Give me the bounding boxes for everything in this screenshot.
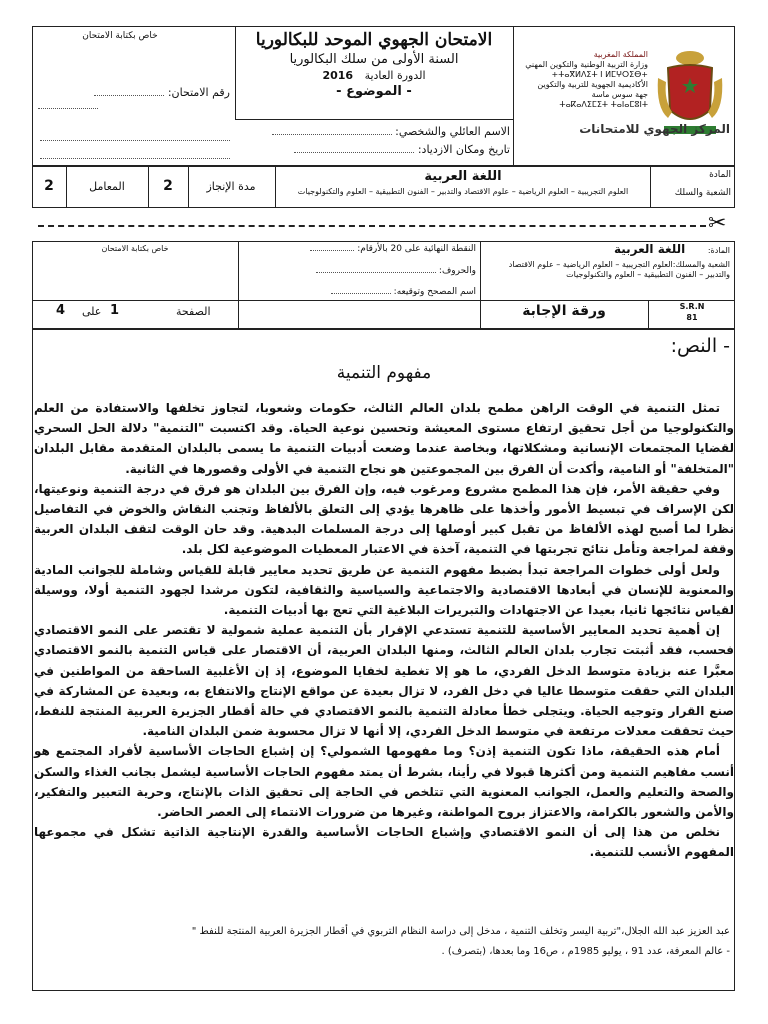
grade-digits-field[interactable] [310, 250, 354, 251]
exam-number-field[interactable] [94, 95, 164, 96]
full-name-label: الاسم العائلي والشخصي: [395, 125, 510, 138]
grade-letters-field[interactable] [316, 272, 436, 273]
reserved-label: خاص بكتابة الامتحان [82, 31, 158, 41]
ministry-line: الأكاديمية الجهوية للتربية والتكوين [537, 80, 648, 89]
page-label: الصفحة [176, 305, 211, 318]
text-title: مفهوم التنمية [336, 363, 432, 383]
answer-sheet-title: ورقة الإجابة [522, 303, 606, 319]
ministry-block [516, 30, 732, 164]
scissors-icon: ✂ [708, 211, 727, 236]
full-name-field[interactable] [272, 134, 392, 135]
ministry-line: وزارة التربية الوطنية والتكوين المهني [525, 60, 648, 69]
subject-key: المادة [709, 170, 731, 180]
answer-branch-text: الشعبة والمسلك:العلوم التجريبية – العلوم الرياضية – علوم الاقتصاد والتدبير – الفنون التطبيقية – العلوم والتكنولوجيات [508, 260, 730, 279]
paragraph: أمام هذه الحقيقة، ماذا تكون التنمية إذن؟ وما مفهومها الشمولي؟ إن إشباع الحاجات الأساسية لأفراد المجتمع هو أنسب مفاهيم التنمية ومن أكثرها قبولا في رأينا، بشرط أن يمتد مفهوم الحاجات الأساسية ليشمل بجانب الغذاء والسكن والصحة والتعليم والعمل، الجوانب المعنوية التي تتلخص في الحاجة إلى تحقيق الذات بالإنتاج، وحرية التعبير والتفكير، والأمن والشعور بالكرامة، والاعتزاز بروح المواطنة، وغيرها من ضرورات الانتماء إلى العصر الحاضر. [34, 744, 734, 820]
corrector-field[interactable] [331, 293, 391, 294]
ministry-line: ⵜⴰⴽⴰⴷⵉⵎⵉⵜ ⵜⴰⵏⴰⵎⵓⵏⵜ [559, 100, 648, 109]
paragraph: ولعل أولى خطوات المراجعة تبدأ بضبط مفهوم التنمية عن طريق تحديد معايير قابلة للقياس وشاملة للجوانب المادية والمعنوية للإنسان في أبعادها الاقتصادية والاجتماعية والسياسية والثقافية، لتكون مرشدا لجهود التنمية أولا، ووسيلة لقياس نتائجها ثانيا، بعيدا عن الاجتهادات والتبريرات البلاغية التي تعج بها أدبيات التنمية. [34, 562, 734, 618]
answer-subject-key: المادة: [707, 246, 730, 255]
duration-value: 2 [163, 178, 173, 194]
ministry-line: جهة سوس ماسة [591, 90, 648, 99]
citation-source: - عالم المعرفة، عدد 91 ، يوليو 1985م ، ص16 وما بعدها، (بتصرف) . [441, 946, 730, 957]
birth-field[interactable] [294, 152, 414, 153]
subject-value: اللغة العربية [424, 169, 502, 184]
answer-reserved-label: خاص بكتابة الامتحان [101, 244, 169, 253]
ministry-line: +ⵜⴰⴳⵍⴷⵉⵜ ⵏ ⵍⵎⵖⵔⵉⴱ+ [551, 70, 648, 79]
paragraph: إن أهمية تحديد المعايير الأساسية للتنمية تستدعي الإقرار بأن التنمية عملية شمولية لا تقتصر على النمو الاقتصادي فحسب، فقد أثبتت تجارب بلدان العالم الثالث، ومنها البلدان العربية، أن الاقتصار على قياس التنمية بالنمو الاقتصادي معبَّرا عنه بزيادة متوسط الدخل الفردي، ما هو إلا تغطية لخفايا الموضوع، إذ إن الأغلبية الساحقة من المواطنين في البلدان التي حققت متوسطا عاليا في دخل الفرد، لا تزال بعيدة عن مواقع الإنتاج والانتفاع به، وبعيدة عن المشاركة في صنع القرار وتوجيه الحياة. ويتجلى خطأ معادلة التنمية بالنمو الاقتصادي في حالة أقطار الجزيرة العربية المنتجة للنفط، حيث تحققت معدلات مرتفعة في متوسط الدخل الفردي، إلا أنها لا تزال محسوبة ضمن البلدان النامية. [34, 623, 734, 739]
cut-line [38, 225, 706, 227]
branch-key: الشعبة والسلك [674, 188, 731, 198]
coef-label: المعامل [89, 180, 125, 193]
section-label: - النص: [670, 335, 730, 357]
subject-label: - الموضوع - [336, 84, 412, 99]
session-year: 2016 [322, 69, 354, 82]
page-current: 1 [110, 303, 120, 318]
body-text [34, 398, 734, 863]
duration-label: مدة الإنجاز [206, 180, 256, 193]
srn-label: S.R.N [679, 302, 705, 311]
exam-center-label: المركز الجهوي للامتحانات [579, 122, 730, 136]
ministry-line: المملكة المغربية [593, 50, 648, 59]
session-label: الدورة العادية [364, 69, 426, 82]
citation-author: عبد العزيز عبد الله الجلال،"تربية اليسر وتخلف التنمية ، مدخل إلى دراسة النظام التربوي في أقطار الجزيرة العربية المنتجة للنفط " [191, 926, 730, 937]
coef-value: 2 [44, 178, 54, 194]
grade-label: النقطة النهائية على 20 بالأرقام: [357, 244, 476, 254]
page-total: 4 [56, 303, 66, 318]
paragraph: وفي حقيقة الأمر، فإن هذا المطمح مشروع ومرغوب فيه، وإن الفرق بين البلدان هو فرق في درجة التنمية ونوعيتها، لكن الإسراف في تبسيط الأمور وأخذها على ظاهرها يؤدي إلى التعلق بالألفاظ وتجنب النقاش والخوض في التفاصيل نظرا لما أصبح لهذه الألفاظ من تقبل كبير أوصلها إلى درجة المسلمات البدهية. وقد حان الوقت لتقف البلدان العربية وقفة لمراجعة وتأمل نتائج تجربتها في التنمية، آخذة في الاعتبار المعطيات الموضوعية لكل بلد. [34, 481, 734, 557]
birth-label: تاريخ ومكان الازدياد: [417, 143, 510, 156]
exam-title: الامتحان الجهوي الموحد للبكالوريا [255, 30, 493, 50]
corrector-label: اسم المصحح وتوقيعه: [393, 287, 476, 297]
answer-subject-value: اللغة العربية [613, 242, 686, 256]
paragraph: نخلص من هذا إلى أن النمو الاقتصادي وإشباع الحاجات الأساسية والقدرة الإنتاجية الذاتية تشكل في مجموعها المفهوم الأنسب للتنمية. [34, 825, 734, 860]
exam-number-label: رقم الامتحان: [167, 86, 230, 99]
letters-label: والحروف: [438, 266, 476, 276]
exam-level: السنة الأولى من سلك البكالوريا [289, 52, 459, 67]
branch-value: العلوم التجريبية – العلوم الرياضية – علوم الاقتصاد والتدبير – الفنون التطبيقية – العلوم والتكنولوجيات [297, 187, 629, 196]
paragraph: تمثل التنمية في الوقت الراهن مطمح بلدان العالم الثالث، حكومات وشعوبا، لتجاوز تخلفها والاستفادة من العلم والتكنولوجيا من أجل تحقيق ارتفاع مستوى المعيشة وتحسين نوعية الحياة. وقد اكتسبت "التنمية" دلالة الحل السحري لقضايا المجتمعات الإنسانية ومشكلاتها، وبخاصة عندما وضعت أدبيات التنمية ما يسمى بالبلدان المتقدمة مقابل البلدان "المتخلفة" أو النامية، وأكدت أن الفرق بين المجموعتين هو نجاح التنمية في الأولى وقصورها في الثانية. [34, 401, 734, 476]
page-of-label: على [82, 305, 102, 318]
srn-value: 81 [686, 313, 698, 322]
